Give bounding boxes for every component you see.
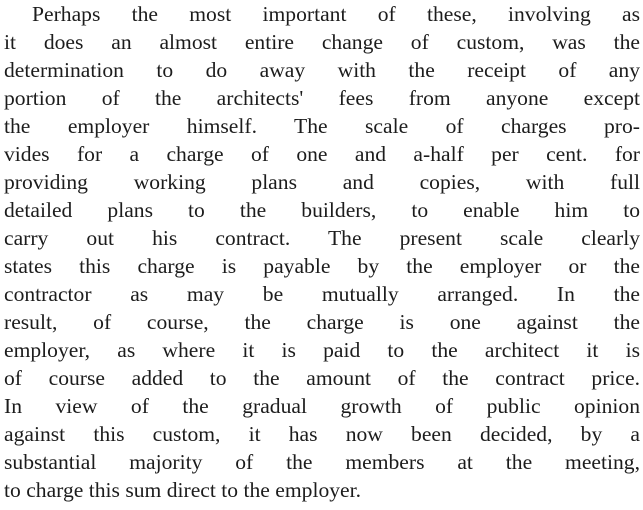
paragraph-line-1: Perhaps the most important of these, involving as — [32, 2, 640, 26]
paragraph-line-16: against this custom, it has now been decided, by a — [4, 422, 640, 446]
paragraph-line-4: portion of the architects' fees from anyone except — [4, 86, 640, 110]
paragraph-line-17: substantial majority of the members at the meeting, — [4, 450, 640, 474]
paragraph-line-3: determination to do away with the receipt of any — [4, 58, 640, 82]
paragraph-line-7: providing working plans and copies, with full — [4, 170, 640, 194]
paragraph-line-11: contractor as may be mutually arranged. In the — [4, 282, 640, 306]
paragraph-line-5: the employer himself. The scale of charges pro- — [4, 114, 640, 138]
paragraph-line-14: of course added to the amount of the contract price. — [4, 366, 640, 390]
paragraph-line-12: result, of course, the charge is one against the — [4, 310, 640, 334]
paragraph-line-10: states this charge is payable by the employer or the — [4, 254, 640, 278]
paragraph-line-8: detailed plans to the builders, to enable him to — [4, 198, 640, 222]
scanned-page-text-block — [4, 0, 640, 510]
paragraph-line-18: to charge this sum direct to the employer. — [4, 478, 362, 502]
paragraph-line-2: it does an almost entire change of custom, was the — [4, 30, 640, 54]
paragraph-line-15: In view of the gradual growth of public opinion — [4, 394, 640, 418]
paragraph-line-13: employer, as where it is paid to the architect it is — [4, 338, 640, 362]
paragraph-line-6: vides for a charge of one and a-half per cent. for — [4, 142, 640, 166]
paragraph-line-9: carry out his contract. The present scale clearly — [4, 226, 640, 250]
